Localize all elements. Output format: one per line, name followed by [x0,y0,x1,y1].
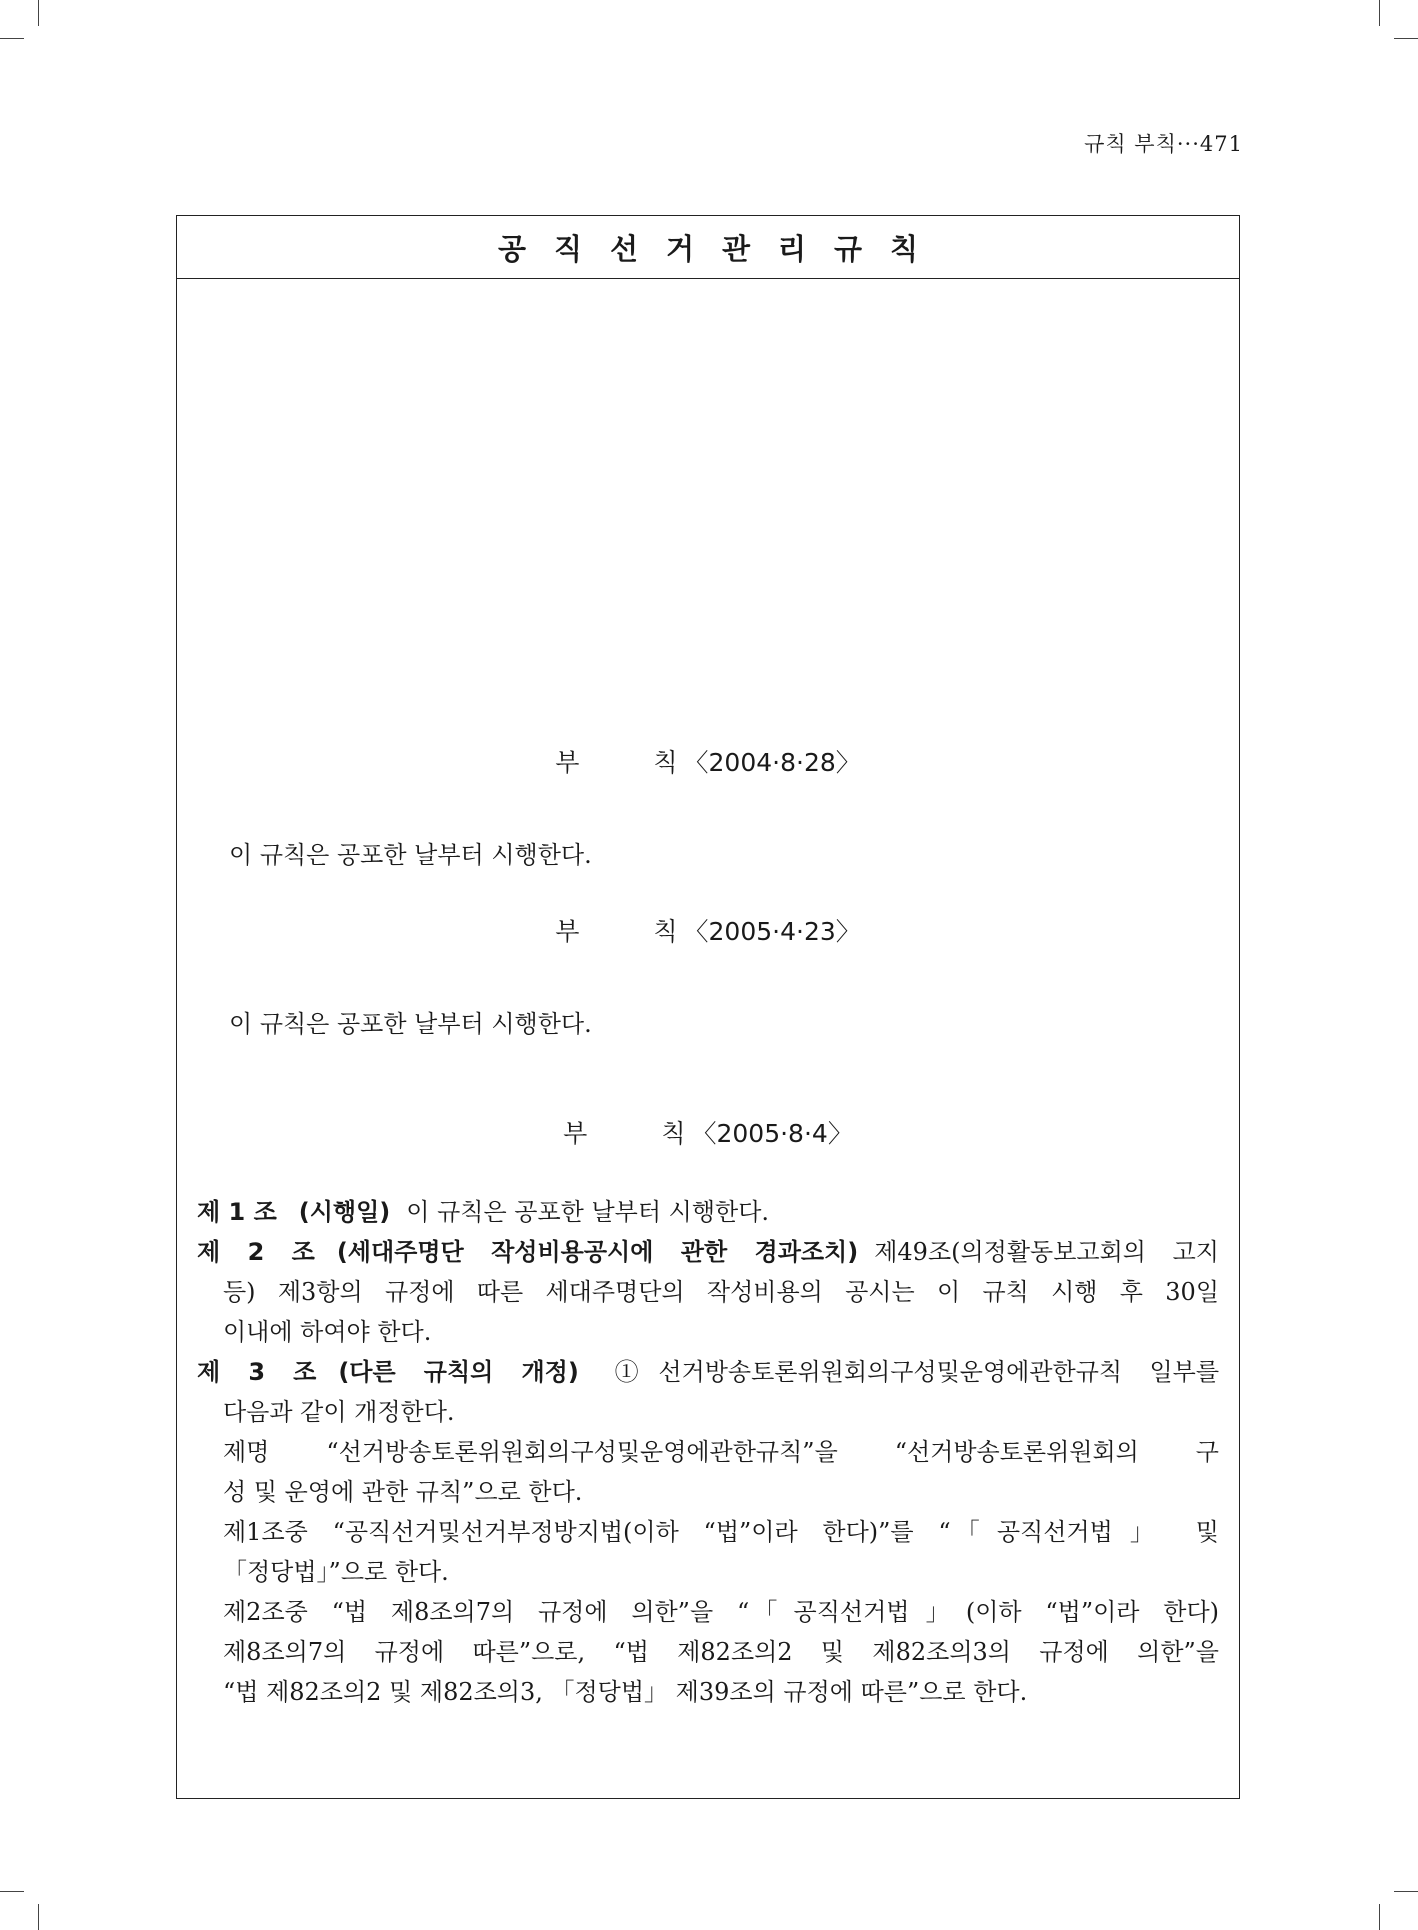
addendum-label-bu: 부 [555,748,580,777]
addendum-body: 이 규칙은 공포한 날부터 시행한다. [229,1010,592,1038]
crop-mark [38,1904,39,1930]
page-header: 규칙 부칙···471 [1084,132,1243,156]
addendum-label-chik: 칙 [653,748,678,777]
article-text: 등) 제3항의 규정에 따른 세대주명단의 작성비용의 공시는 이 규칙 시행 후 30일 [223,1278,1219,1306]
article-text: 이 규칙은 공포한 날부터 시행한다. [406,1198,770,1226]
article-number: 제 3 조 [197,1358,317,1386]
addendum-date: 〈2005·8·4〉 [691,1119,853,1148]
article-text: 제1조중 “공직선거및선거부정방지법(이하 “법”이라 한다)”를 “「공직선거법」 및 [223,1518,1219,1546]
article-text: “법 제82조의2 및 제82조의3, 「정당법」 제39조의 규정에 따른”으로 한다. [223,1678,1028,1706]
article-3 [197,1352,1219,1712]
article-number: 제 1 조 [197,1198,277,1226]
addendum-heading [177,743,1239,779]
article-text: 제49조(의정활동보고회의 고지 [874,1238,1219,1266]
addendum-heading [177,912,1239,948]
addendum-label-bu: 부 [555,917,580,946]
article-text: 제명 “선거방송토론위원회의구성및운영에관한규칙”을 “선거방송토론위원회의 구 [223,1438,1219,1466]
addendum-label-chik: 칙 [661,1119,686,1148]
article-title: (다른 규칙의 개정) [338,1358,579,1386]
crop-mark [38,0,39,26]
article-title: (세대주명단 작성비용공시에 관한 경과조치) [336,1238,859,1266]
addendum-label-bu: 부 [563,1119,588,1148]
addendum-label-chik: 칙 [653,917,678,946]
addendum-date: 〈2005·4·23〉 [683,917,861,946]
article-text: 제2조중 “법 제8조의7의 규정에 의한”을 “「공직선거법」(이하 “법”이라 한다) [223,1598,1219,1626]
article-2 [197,1232,1219,1352]
article-1 [197,1192,1219,1232]
addendum-date: 〈2004·8·28〉 [683,748,861,777]
crop-mark [1379,1904,1380,1930]
article-number: 제 2 조 [197,1238,315,1266]
crop-mark [0,38,24,39]
crop-mark [0,1891,24,1892]
article-text: 「정당법」”으로 한다. [223,1558,449,1586]
article-text: 제8조의7의 규정에 따른”으로, “법 제82조의2 및 제82조의3의 규정에 의한”을 [223,1638,1219,1666]
crop-mark [1379,0,1380,26]
addendum-body: 이 규칙은 공포한 날부터 시행한다. [229,841,592,869]
article-text: ①선거방송토론위원회의구성및운영에관한규칙 일부를 [594,1358,1220,1386]
document-title: 공직선거관리규칙 [177,216,1239,279]
article-title: (시행일) [298,1198,391,1226]
crop-mark [1394,38,1418,39]
article-text: 성 및 운영에 관한 규칙”으로 한다. [223,1478,583,1506]
document-frame [176,215,1240,1799]
article-text: 이내에 하여야 한다. [223,1318,432,1346]
crop-mark [1394,1891,1418,1892]
addendum-heading [177,1114,1239,1150]
article-text: 다음과 같이 개정한다. [223,1398,455,1426]
